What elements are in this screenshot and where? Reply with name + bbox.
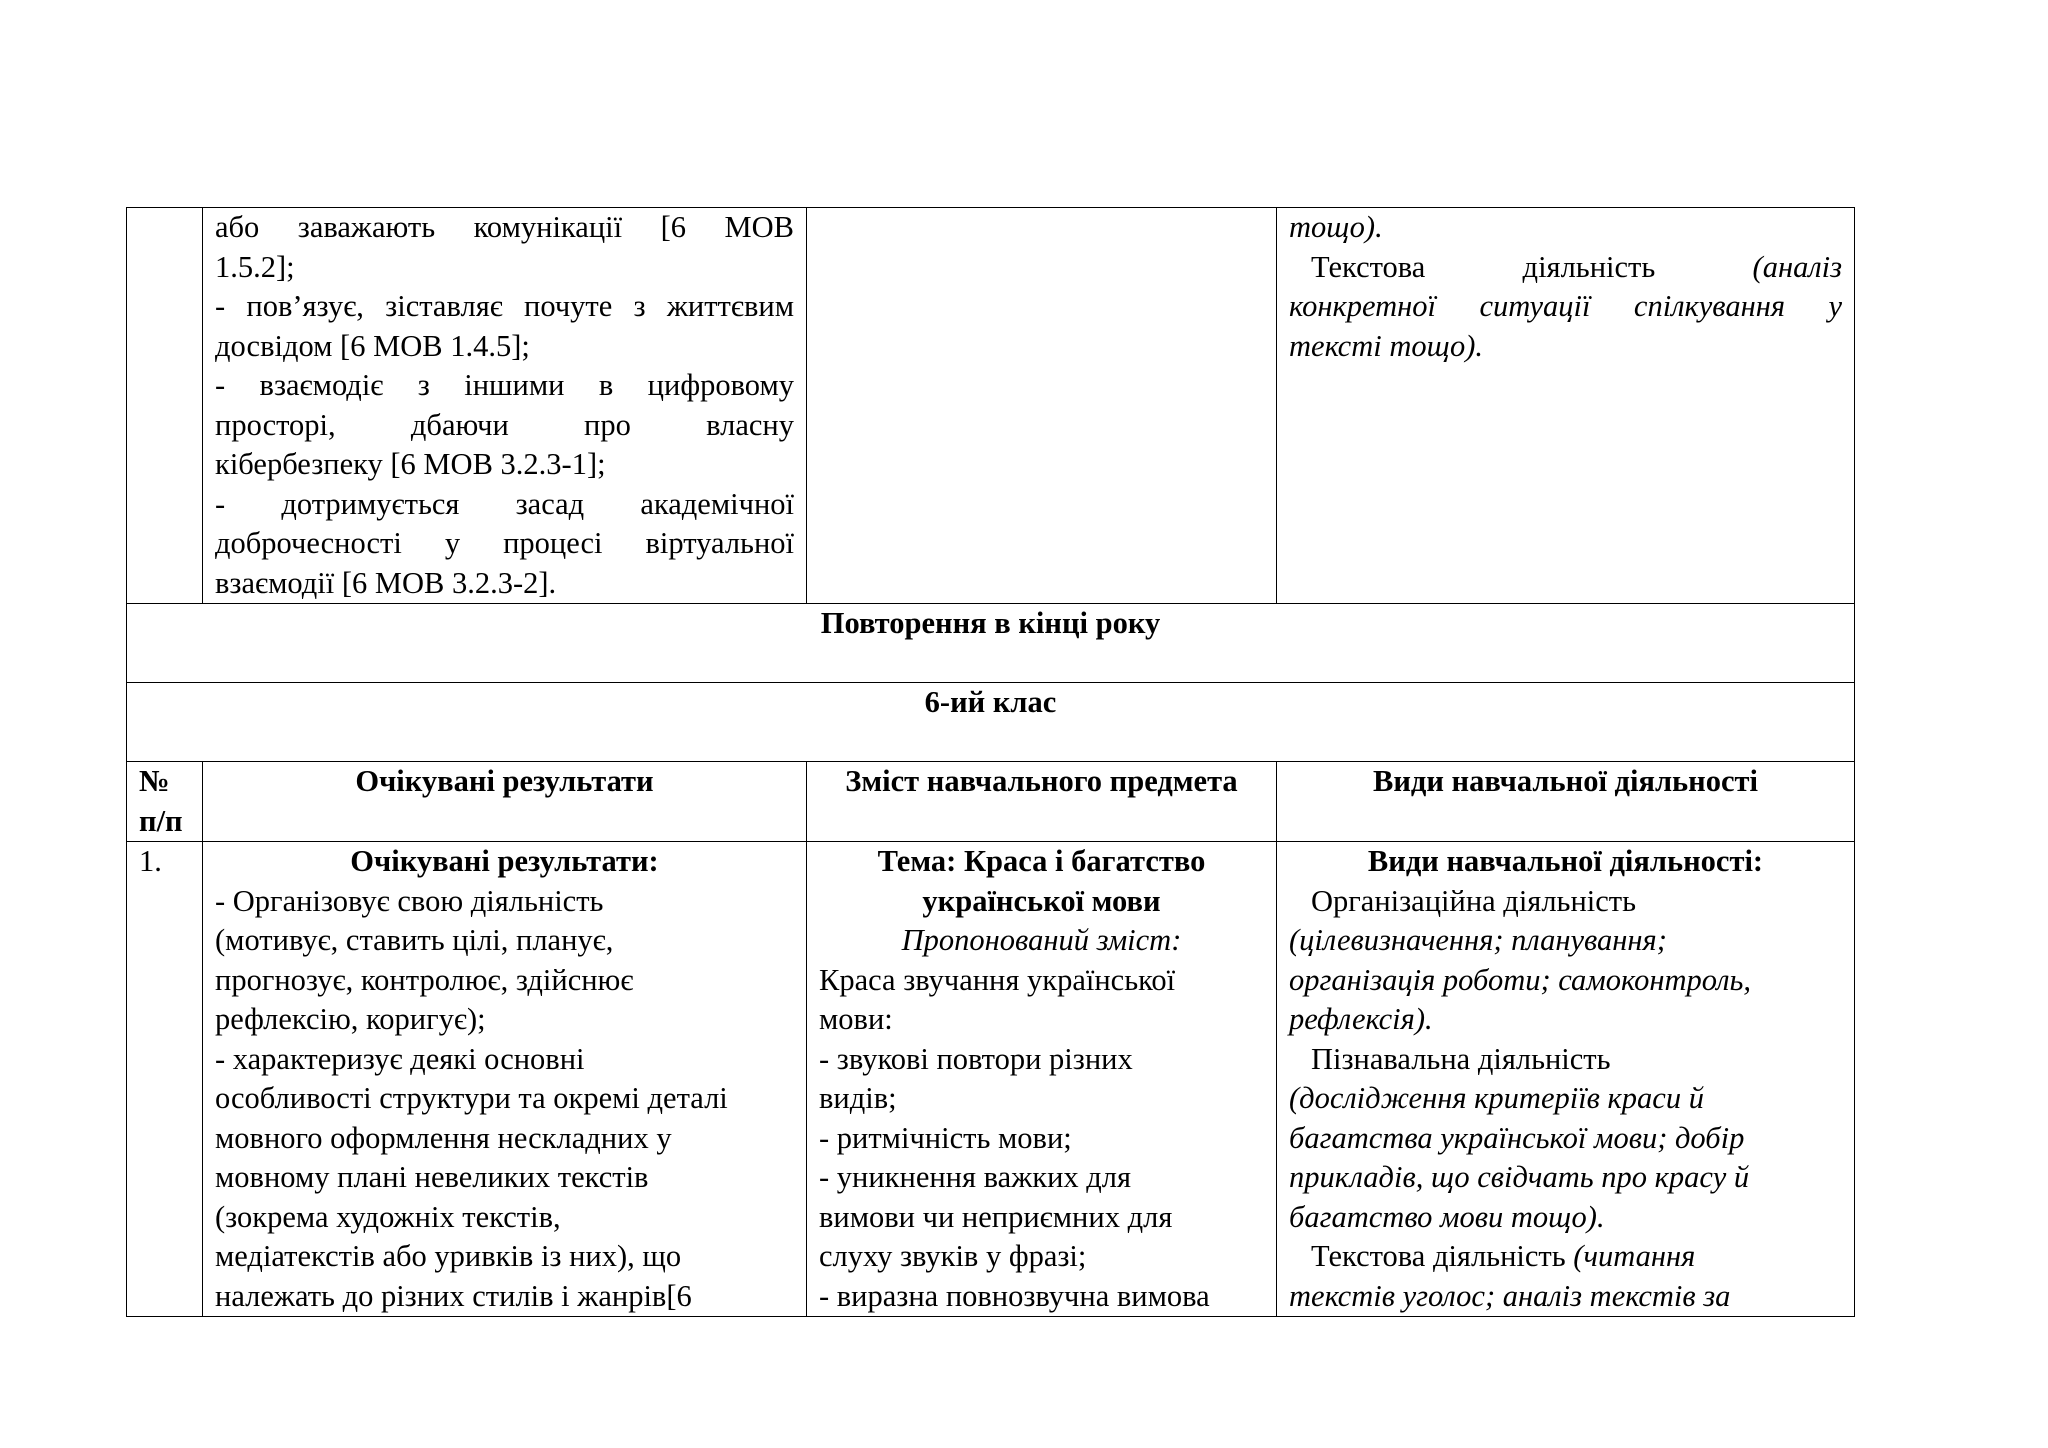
results-line: мовного оформлення нескладних у bbox=[215, 1120, 672, 1155]
activity-heading: Текстова діяльність bbox=[1311, 1239, 1566, 1273]
results-line: рефлексію, коригує); bbox=[215, 1002, 486, 1036]
results-cell bbox=[203, 208, 807, 604]
results-line: прогнозує, контролює, здійснює bbox=[215, 962, 634, 997]
results-line: - характеризує деякі основні bbox=[215, 1041, 585, 1076]
activity-detail: (аналіз bbox=[1752, 249, 1842, 284]
grade-row bbox=[127, 683, 1855, 762]
results-line: мовному плані невеликих текстів bbox=[215, 1160, 649, 1194]
activity-detail: прикладів, що свідчать про красу й bbox=[1289, 1160, 1750, 1194]
header-number-line: № bbox=[139, 764, 170, 798]
section-row bbox=[127, 604, 1855, 683]
activity-detail: (дослідження критеріїв краси й bbox=[1289, 1081, 1704, 1115]
results-line: - Організовує свою діяльність bbox=[215, 883, 604, 918]
activities-line: тексті тощо). bbox=[1289, 328, 1484, 363]
activities-line: конкретної ситуації спілкування у bbox=[1289, 289, 1842, 323]
content-line: - виразна повнозвучна вимова bbox=[819, 1278, 1210, 1313]
activities-title: Види навчальної діяльності: bbox=[1367, 844, 1764, 878]
results-cell bbox=[203, 842, 807, 1317]
header-number-line: п/п bbox=[139, 803, 183, 838]
activity-detail: багатство мови тощо). bbox=[1289, 1199, 1605, 1234]
content-subtitle: Пропонований зміст: bbox=[901, 923, 1182, 957]
activities-cell bbox=[1277, 208, 1855, 604]
content-line: Краса звучання української bbox=[819, 962, 1176, 997]
activity-detail: текстів уголос; аналіз текстів за bbox=[1289, 1278, 1731, 1313]
table-row bbox=[127, 208, 1855, 604]
section-title: Повторення в кінці року bbox=[127, 604, 1855, 683]
activities-line bbox=[1289, 1237, 1842, 1277]
content-cell bbox=[807, 208, 1277, 604]
content-line: слуху звуків у фразі; bbox=[819, 1239, 1087, 1273]
header-number bbox=[127, 762, 203, 842]
results-title: Очікувані результати: bbox=[350, 844, 659, 878]
activity-detail: (цілевизначення; планування; bbox=[1289, 923, 1667, 957]
content-title: української мови bbox=[922, 883, 1161, 918]
results-line: 1.5.2]; bbox=[215, 249, 295, 284]
activity-detail: багатства української мови; добір bbox=[1289, 1120, 1745, 1155]
results-line: (зокрема художніх текстів, bbox=[215, 1199, 561, 1234]
header-results: Очікувані результати bbox=[203, 762, 807, 842]
grade-title: 6-ий клас bbox=[127, 683, 1855, 762]
results-line: (мотивує, ставить цілі, планує, bbox=[215, 923, 614, 957]
table-row bbox=[127, 842, 1855, 1317]
activity-heading: Пізнавальна діяльність bbox=[1311, 1041, 1611, 1076]
results-line: доброчесності у процесі віртуальної bbox=[215, 526, 794, 560]
content-title: Тема: Краса і багатство bbox=[877, 844, 1206, 878]
content-cell bbox=[807, 842, 1277, 1317]
activity-detail: (читання bbox=[1573, 1239, 1696, 1273]
content-line: - звукові повтори різних bbox=[819, 1041, 1133, 1076]
content-line: - ритмічність мови; bbox=[819, 1120, 1072, 1155]
results-line: кібербезпеку [6 МОВ 3.2.3-1]; bbox=[215, 447, 606, 481]
results-line: - пов’язує, зіставляє почуте з життєвим bbox=[215, 289, 794, 323]
results-line: медіатекстів або уривків із них), що bbox=[215, 1239, 682, 1273]
row-number: 1. bbox=[127, 842, 203, 1317]
results-line: просторі, дбаючи про власну bbox=[215, 407, 794, 442]
results-line: або заважають комунікації [6 МОВ bbox=[215, 210, 794, 244]
content-line: вимови чи неприємних для bbox=[819, 1199, 1173, 1234]
content-line: мови: bbox=[819, 1002, 893, 1036]
results-line: взаємодії [6 МОВ 3.2.3-2]. bbox=[215, 565, 557, 600]
activities-line: тощо). bbox=[1289, 210, 1383, 244]
curriculum-table bbox=[126, 207, 1855, 1317]
activities-cell bbox=[1277, 842, 1855, 1317]
results-line: особливості структури та окремі деталі bbox=[215, 1081, 728, 1115]
number-cell bbox=[127, 208, 203, 604]
activity-detail: організація роботи; самоконтроль, bbox=[1289, 962, 1752, 997]
activity-heading: Текстова діяльність bbox=[1311, 249, 1656, 284]
activity-detail: рефлексія). bbox=[1289, 1002, 1433, 1036]
results-line: - дотримується засад академічної bbox=[215, 486, 794, 521]
content-line: видів; bbox=[819, 1081, 897, 1115]
header-activities: Види навчальної діяльності bbox=[1277, 762, 1855, 842]
results-line: належать до різних стилів і жанрів[6 bbox=[215, 1278, 692, 1313]
results-line: досвідом [6 МОВ 1.4.5]; bbox=[215, 328, 530, 363]
header-content: Зміст навчального предмета bbox=[807, 762, 1277, 842]
activity-heading: Організаційна діяльність bbox=[1311, 883, 1637, 918]
activities-line bbox=[1289, 248, 1842, 288]
results-line: - взаємодіє з іншими в цифровому bbox=[215, 368, 794, 402]
content-line: - уникнення важких для bbox=[819, 1160, 1132, 1194]
table-header-row bbox=[127, 762, 1855, 842]
